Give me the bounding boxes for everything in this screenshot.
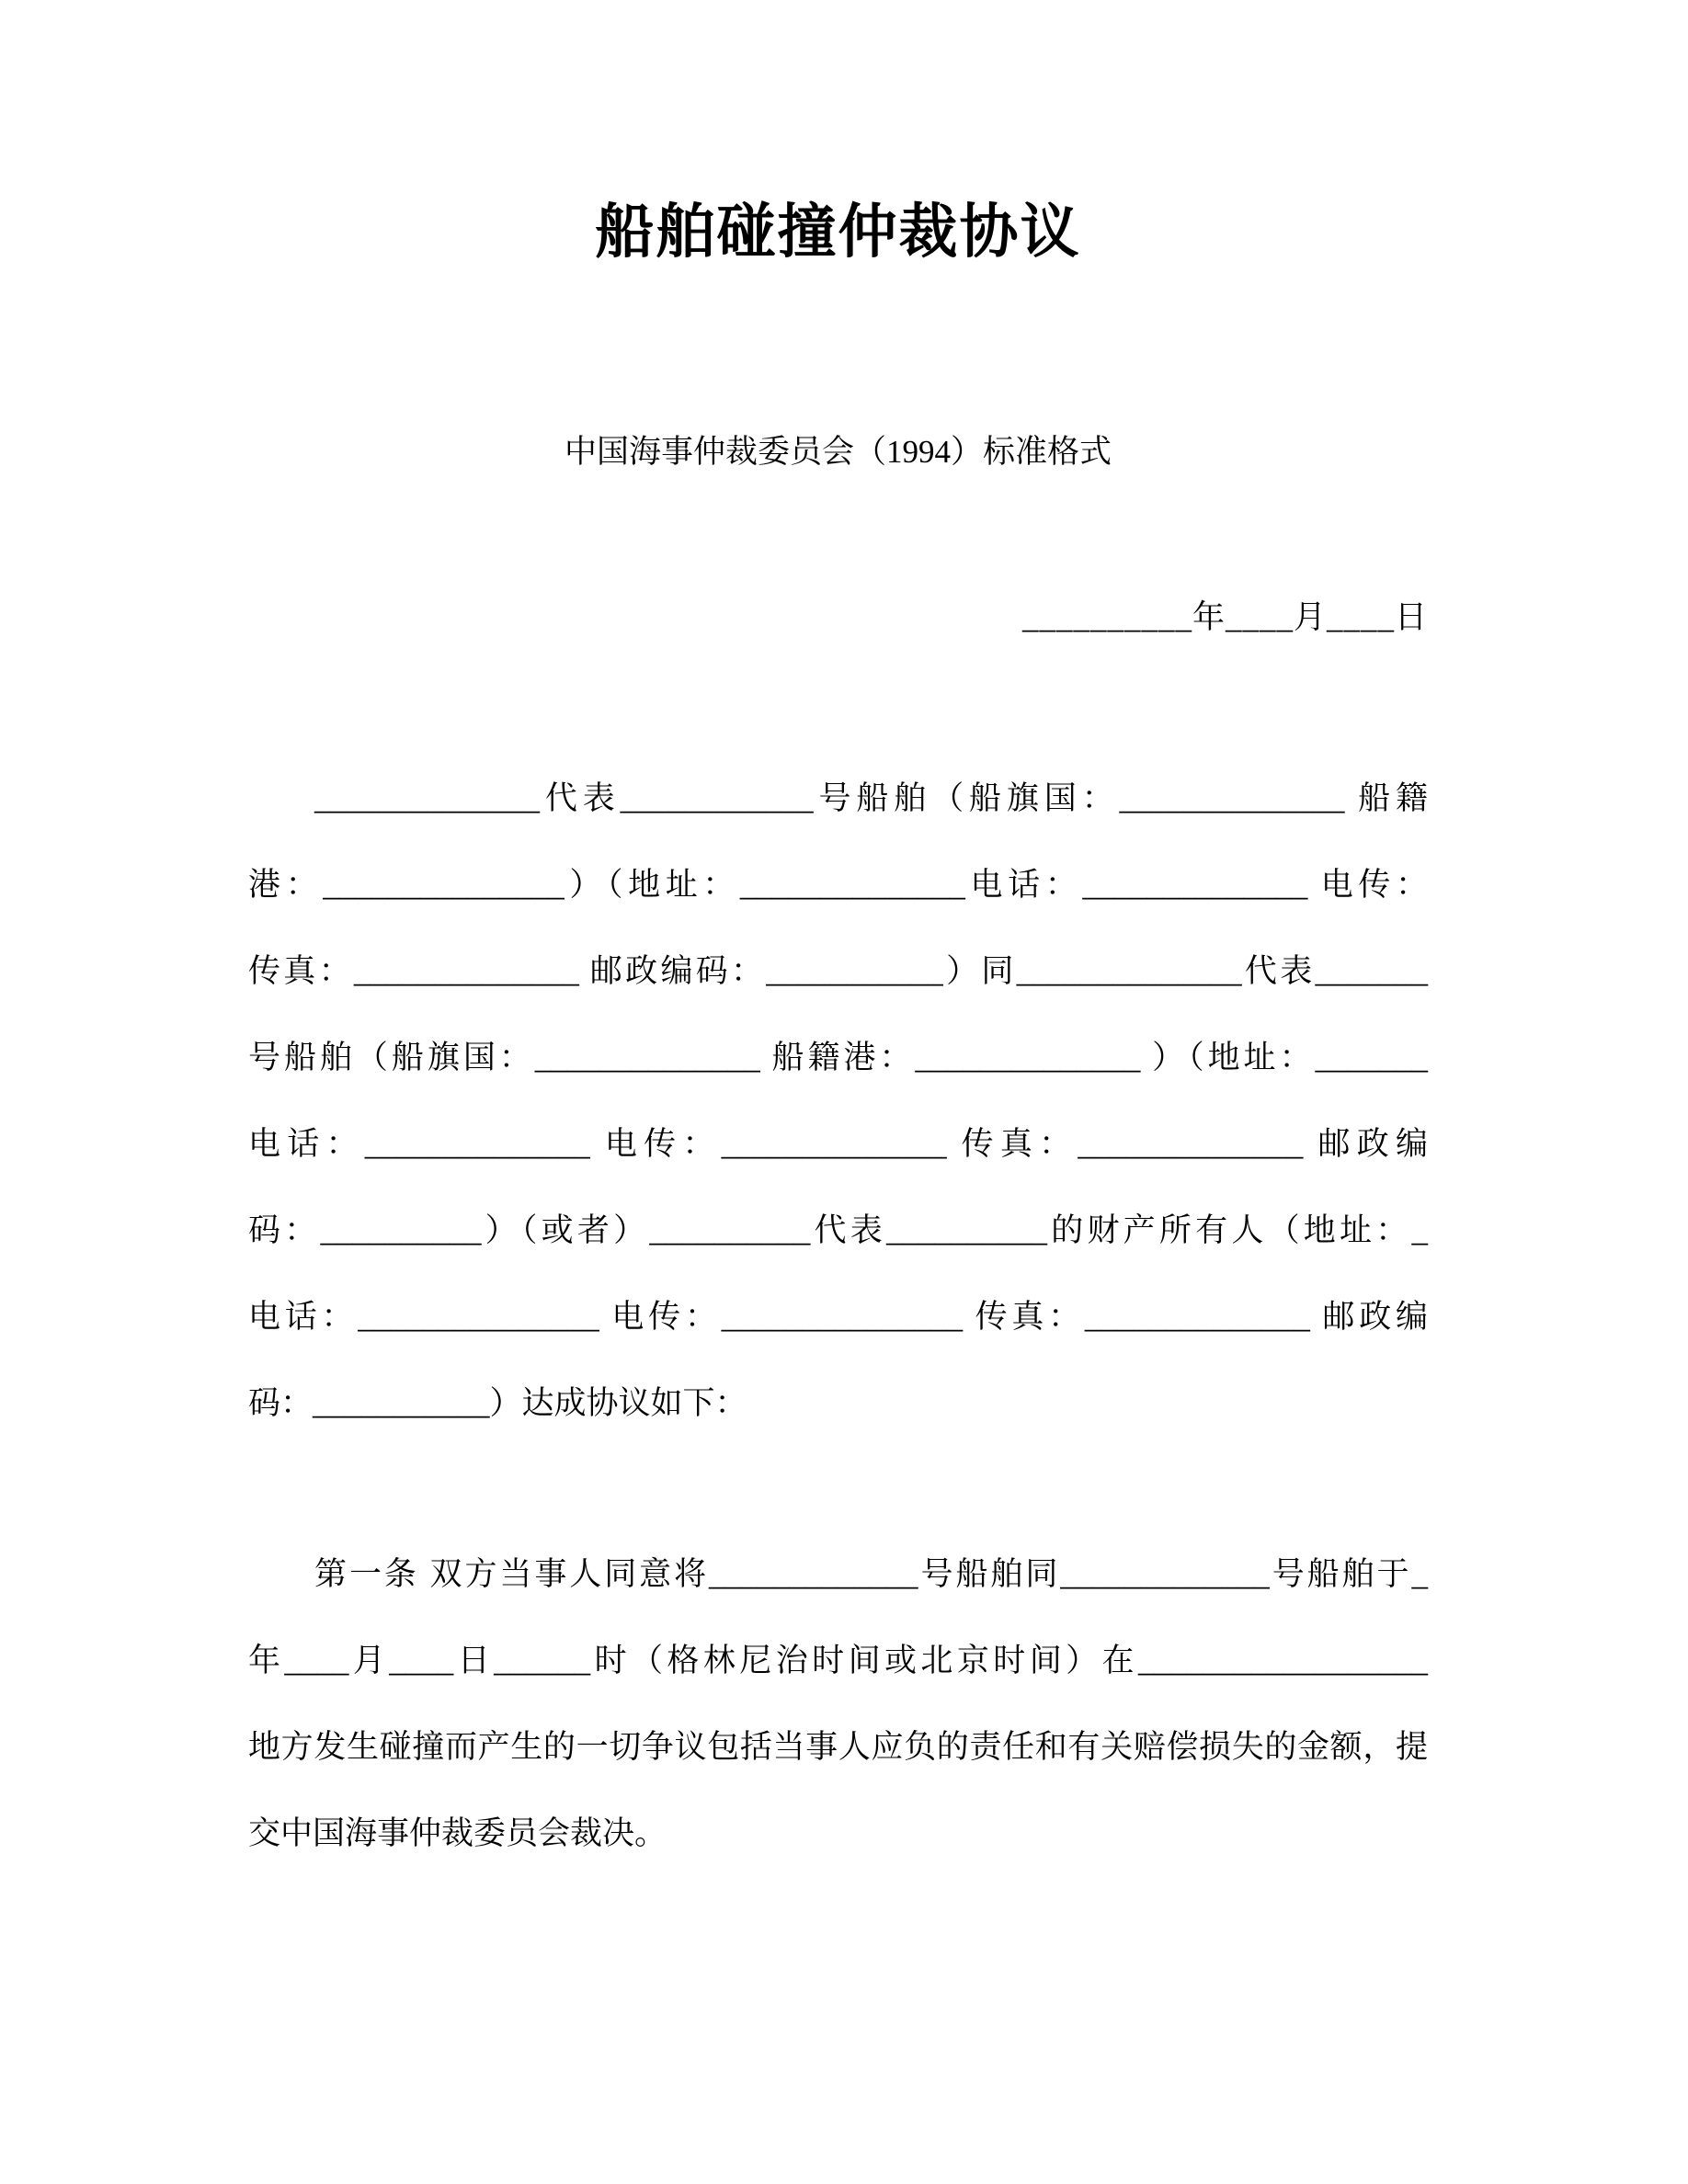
text-line: 号船舶（船旗国：______________ 船籍港：______________ ）（地址：_______ <box>248 1040 1428 1075</box>
text-line: 港：_______________）（地址：______________电话：______________ 电传： <box>248 867 1428 903</box>
text-line: 交中国海事仲裁委员会裁决。 <box>248 1815 667 1851</box>
date-line: __________年____月____日 <box>1021 599 1428 635</box>
text-line: 码：___________）达成协议如下： <box>248 1385 747 1421</box>
article-1-paragraph <box>248 1531 1428 1877</box>
text-line: 码：__________）（或者）__________代表__________的财产所有人（地址：_ <box>248 1212 1428 1248</box>
party-identification-paragraph <box>248 756 1428 1447</box>
text-line: 电话：______________ 电传：______________ 传真：______________ 邮政编 <box>248 1126 1428 1162</box>
text-line: ______________代表____________号船舶（船旗国：______________ 船籍 <box>314 780 1428 816</box>
document-subtitle: 中国海事仲裁委员会（1994）标准格式 <box>564 434 1112 470</box>
document-title: 船舶碰撞仲裁协议 <box>595 199 1081 265</box>
text-line: 年____月____日______时（格林尼治时间或北京时间）在__________________ <box>248 1643 1428 1678</box>
text-line: 地方发生碰撞而产生的一切争议包括当事人应负的责任和有关赔偿损失的金额，提 <box>248 1729 1428 1765</box>
text-line: 传真：______________ 邮政编码：___________）同______________代表_______ <box>248 953 1428 989</box>
text-line: 第一条 双方当事人同意将_____________号船舶同_____________号船舶于_ <box>314 1556 1428 1592</box>
text-line: 电话：_______________ 电传：_______________ 传真：______________ 邮政编 <box>248 1299 1428 1335</box>
